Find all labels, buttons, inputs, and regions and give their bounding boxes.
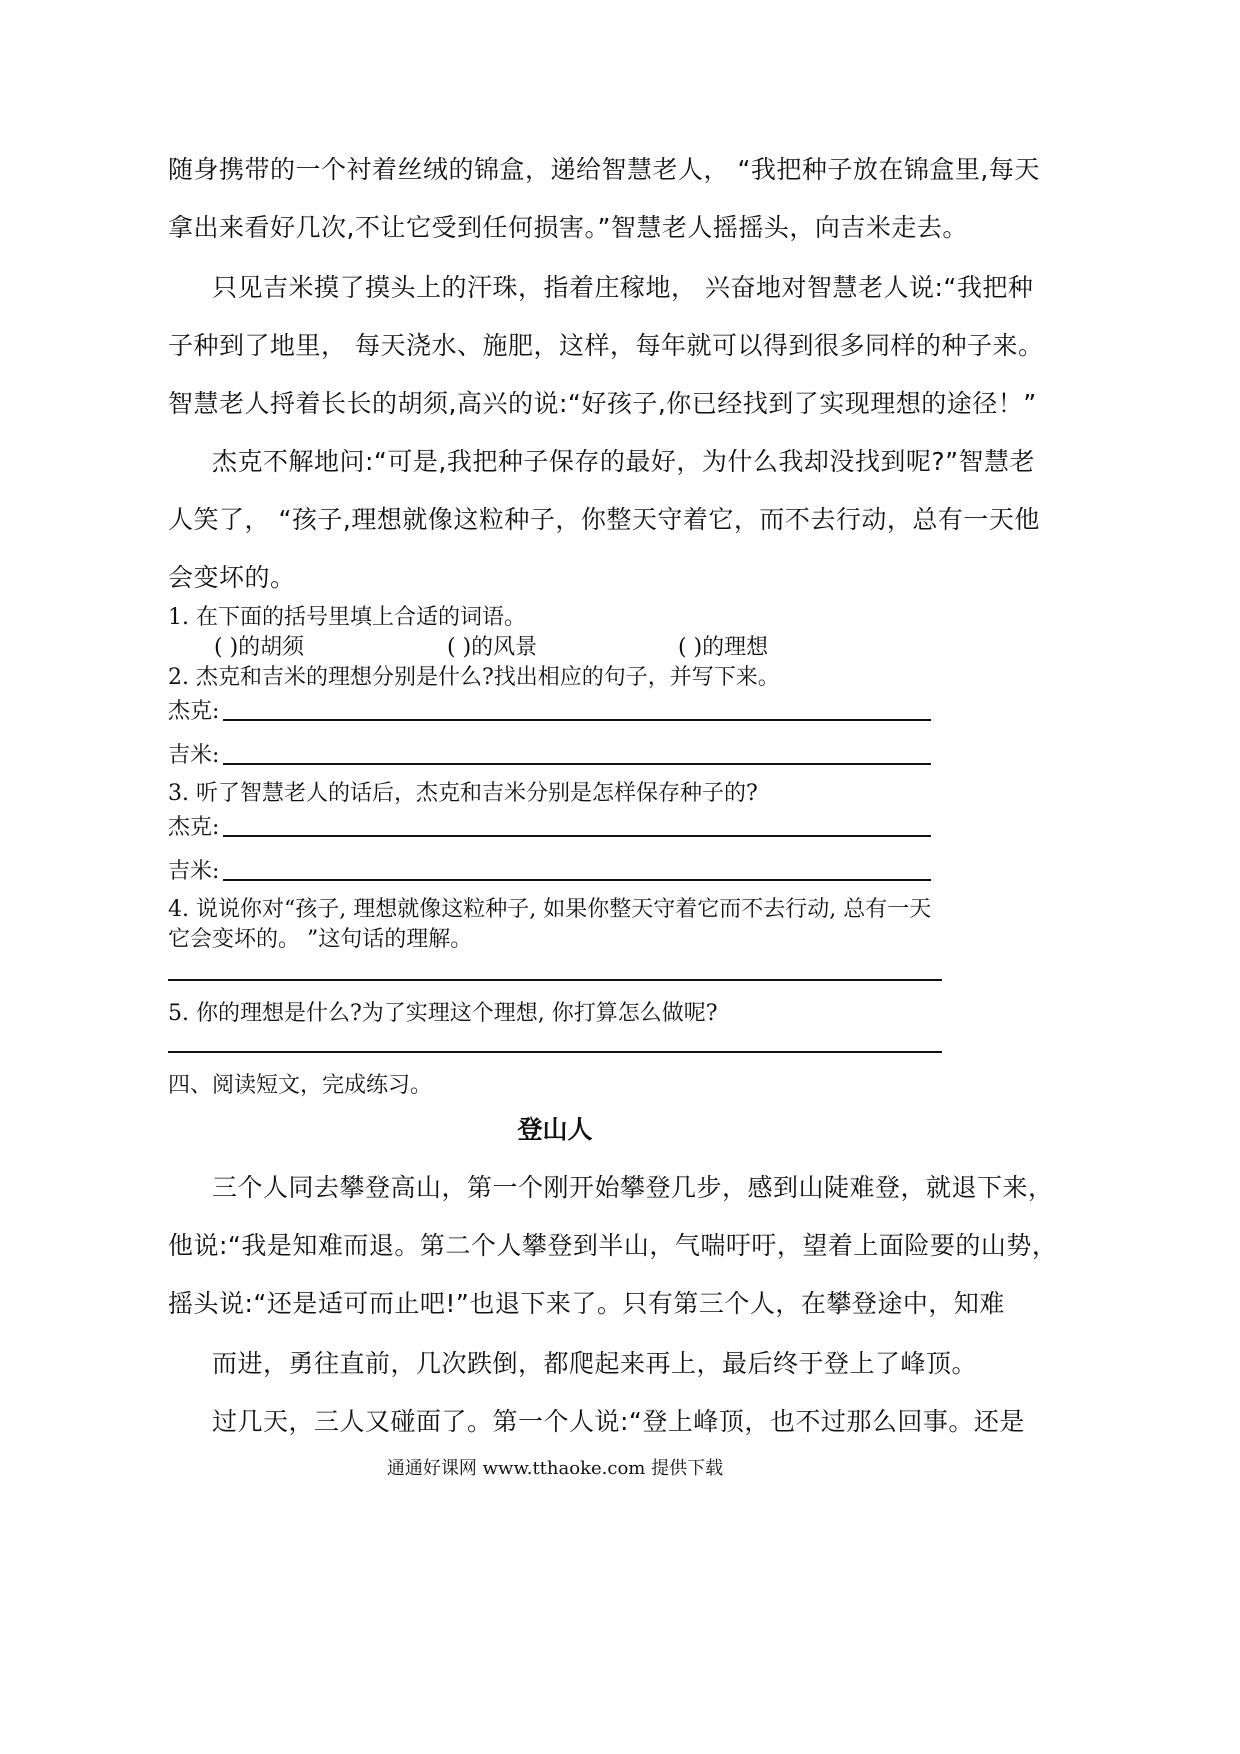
question-2-jack-answer-line[interactable] <box>223 719 931 721</box>
blank-ideal[interactable]: ( )的理想 <box>678 635 769 660</box>
question-3-prompt: 3. 听了智慧老人的话后，杰克和吉米分别是怎样保存种子的? <box>168 781 758 806</box>
passage1-line-1: 随身携带的一个衬着丝绒的锦盒，递给智慧老人， “我把种子放在锦盒里,每天 <box>168 155 1040 184</box>
question-3-jack-label: 杰克: <box>168 815 220 840</box>
question-3-jimmy-label: 吉米: <box>168 859 220 884</box>
passage2-line-2: 他说:“我是知难而退。第二个人攀登到半山，气喘吁吁，望着上面险要的山势， <box>168 1231 1058 1260</box>
question-2-jimmy-label: 吉米: <box>168 743 220 768</box>
passage1-line-2: 拿出来看好几次,不让它受到任何损害。”智慧老人摇摇头，向吉米走去。 <box>168 213 968 242</box>
passage1-line-8: 会变坏的。 <box>168 563 296 592</box>
question-2-jack-label: 杰克: <box>168 699 220 724</box>
blank-scenery[interactable]: ( )的风景 <box>447 635 538 660</box>
question-4-prompt-line-1: 4. 说说你对“孩子, 理想就像这粒种子, 如果你整天守着它而不去行动, 总有一天 <box>168 897 932 922</box>
passage1-line-7: 人笑了， “孩子,理想就像这粒种子，你整天守着它，而不去行动，总有一天他 <box>168 505 1040 534</box>
passage1-line-6: 杰克不解地问:“可是,我把种子保存的最好，为什么我却没找到呢?”智慧老 <box>212 447 1036 476</box>
section-4-heading: 四、阅读短文，完成练习。 <box>168 1073 433 1098</box>
question-3-jack-answer-line[interactable] <box>223 835 931 837</box>
question-2-jimmy-answer-line[interactable] <box>223 763 931 765</box>
blank-beard[interactable]: ( )的胡须 <box>214 635 305 660</box>
passage2-line-3: 摇头说:“还是适可而止吧!”也退下来了。只有第三个人，在攀登途中，知难 <box>168 1289 1005 1318</box>
passage2-line-1: 三个人同去攀登高山，第一个刚开始攀登几步，感到山陡难登，就退下来， <box>212 1173 1054 1202</box>
question-5-answer-line[interactable] <box>168 1051 942 1053</box>
question-2-prompt: 2. 杰克和吉米的理想分别是什么?找出相应的句子，并写下来。 <box>168 665 780 690</box>
question-2-jimmy-row <box>168 738 931 769</box>
page-footer: 通通好课网 www.tthaoke.com 提供下载 <box>386 1458 724 1479</box>
question-3-jimmy-answer-line[interactable] <box>223 879 931 881</box>
passage2-line-4: 而进，勇往直前，几次跌倒，都爬起来再上，最后终于登上了峰顶。 <box>212 1349 978 1378</box>
question-4-answer-line[interactable] <box>168 979 942 981</box>
passage2-line-5: 过几天，三人又碰面了。第一个人说:“登上峰顶，也不过那么回事。还是 <box>212 1407 1025 1436</box>
question-4-prompt-line-2: 它会变坏的。 ”这句话的理解。 <box>168 927 473 952</box>
question-5-prompt: 5. 你的理想是什么?为了实理这个理想, 你打算怎么做呢? <box>168 1001 718 1026</box>
passage-title: 登山人 <box>517 1115 593 1144</box>
question-2-jack-row <box>168 694 931 725</box>
question-3-jimmy-row <box>168 854 931 885</box>
question-1-blanks <box>214 630 768 661</box>
passage1-line-5: 智慧老人捋着长长的胡须,高兴的说:“好孩子,你已经找到了实现理想的途径！” <box>168 389 1037 418</box>
question-3-jack-row <box>168 810 931 841</box>
passage1-line-4: 子种到了地里， 每天浇水、施肥，这样，每年就可以得到很多同样的种子来。 <box>168 331 1044 360</box>
passage1-line-3: 只见吉米摸了摸头上的汗珠，指着庄稼地， 兴奋地对智慧老人说:“我把种 <box>212 273 1034 302</box>
question-1-prompt: 1. 在下面的括号里填上合适的词语。 <box>168 605 526 630</box>
